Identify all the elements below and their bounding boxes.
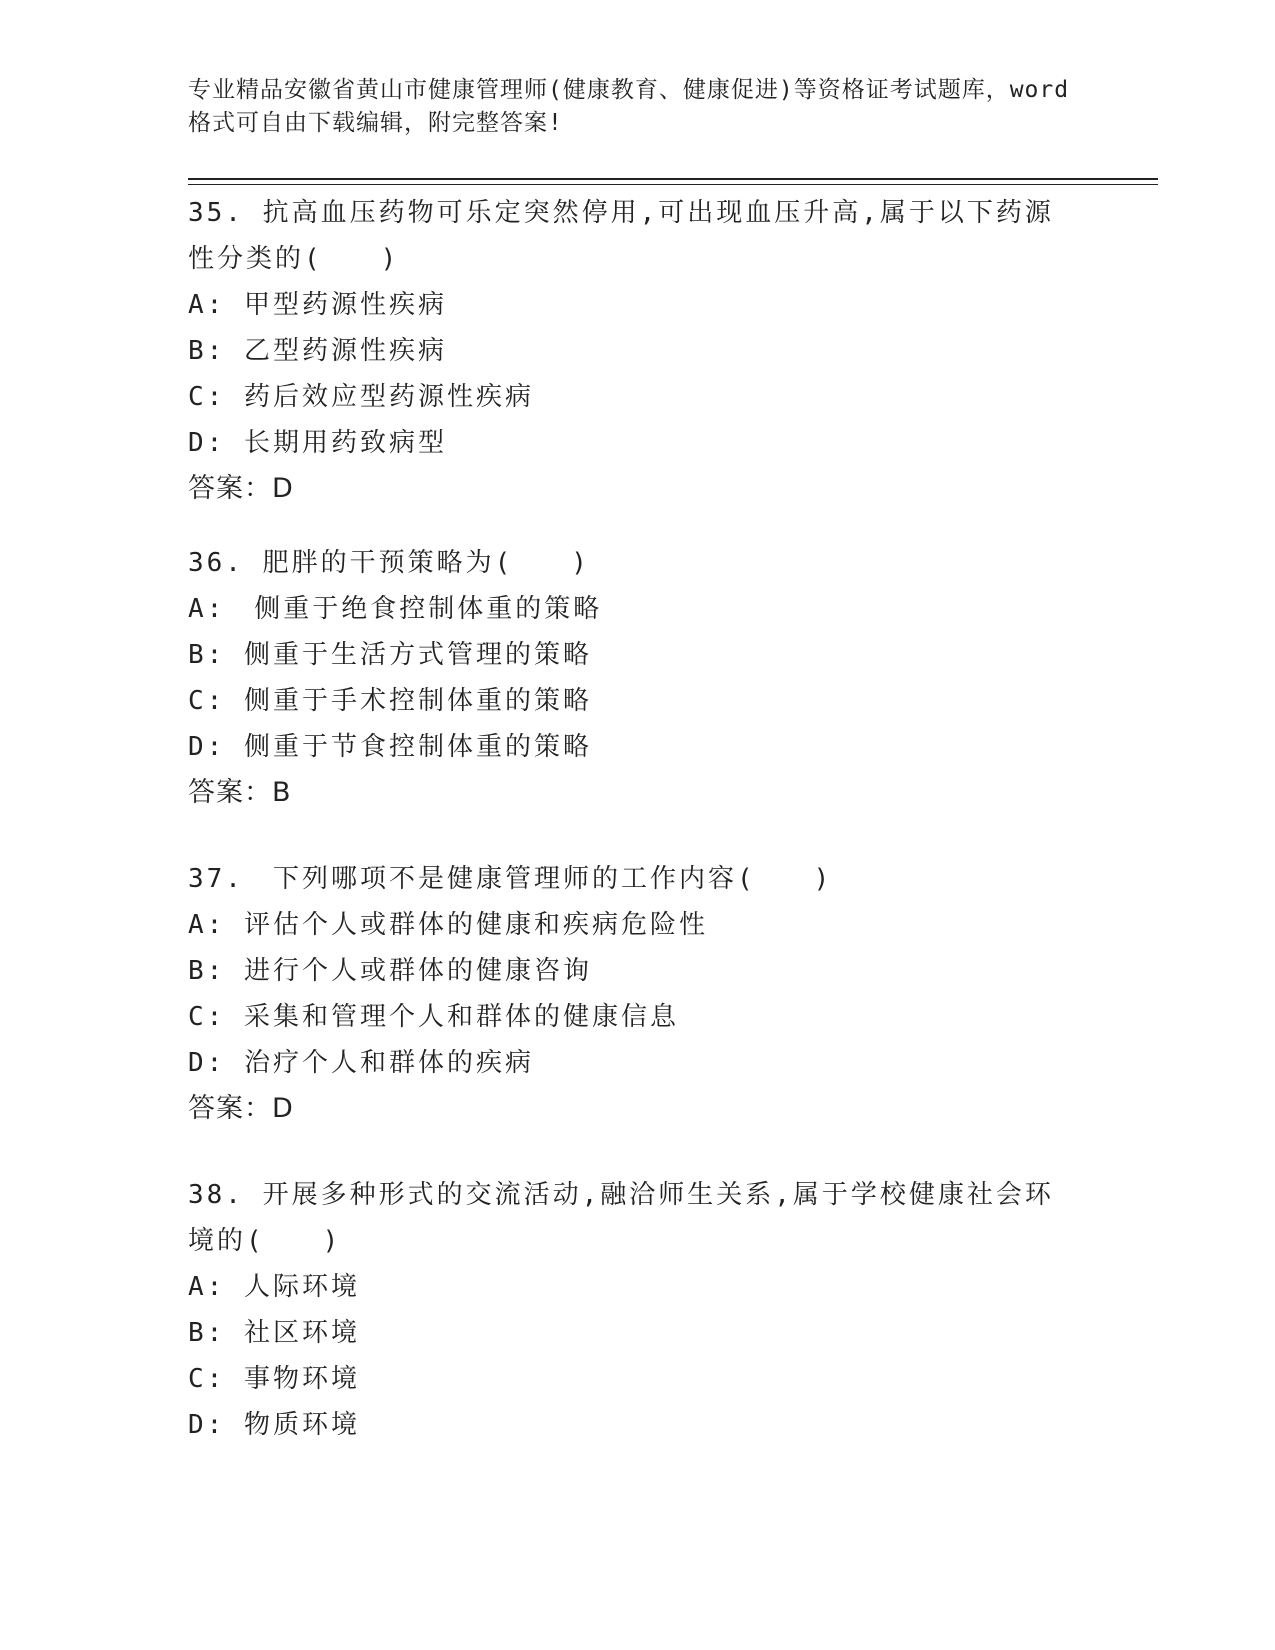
option-d: D: 长期用药致病型 bbox=[188, 428, 447, 458]
answer-label: 答案：D bbox=[188, 1093, 294, 1124]
option-c: C: 事物环境 bbox=[188, 1364, 360, 1394]
option-b: B: 乙型药源性疾病 bbox=[188, 336, 447, 366]
question-stem: 37. 下列哪项不是健康管理师的工作内容( ) bbox=[188, 864, 833, 894]
option-c: C: 药后效应型药源性疾病 bbox=[188, 382, 534, 412]
question-stem: 36. 肥胖的干预策略为( ) bbox=[188, 548, 590, 578]
option-d: D: 物质环境 bbox=[188, 1410, 360, 1440]
header-divider-thick bbox=[188, 178, 1158, 180]
question-35 bbox=[188, 190, 1088, 512]
question-37 bbox=[188, 856, 1088, 1132]
option-c: C: 侧重于手术控制体重的策略 bbox=[188, 686, 592, 716]
option-a: A: 人际环境 bbox=[188, 1272, 360, 1302]
header-divider-thin bbox=[188, 184, 1158, 185]
question-38 bbox=[188, 1172, 1088, 1448]
option-a: A: 侧重于绝食控制体重的策略 bbox=[188, 594, 603, 624]
answer-label: 答案：B bbox=[188, 777, 292, 808]
question-stem: 35. 抗高血压药物可乐定突然停用,可出现血压升高,属于以下药源性分类的( ) bbox=[188, 198, 1054, 274]
option-d: D: 侧重于节食控制体重的策略 bbox=[188, 732, 592, 762]
option-a: A: 甲型药源性疾病 bbox=[188, 290, 447, 320]
question-stem: 38. 开展多种形式的交流活动,融洽师生关系,属于学校健康社会环境的( ) bbox=[188, 1180, 1054, 1256]
option-a: A: 评估个人或群体的健康和疾病危险性 bbox=[188, 910, 708, 940]
option-b: B: 社区环境 bbox=[188, 1318, 360, 1348]
option-d: D: 治疗个人和群体的疾病 bbox=[188, 1048, 534, 1078]
question-36 bbox=[188, 540, 1088, 816]
answer-label: 答案：D bbox=[188, 473, 294, 504]
document-header: 专业精品安徽省黄山市健康管理师(健康教育、健康促进)等资格证考试题库，word格式可自由下载编辑，附完整答案! bbox=[188, 77, 1070, 136]
option-b: B: 侧重于生活方式管理的策略 bbox=[188, 640, 592, 670]
option-c: C: 采集和管理个人和群体的健康信息 bbox=[188, 1002, 679, 1032]
option-b: B: 进行个人或群体的健康咨询 bbox=[188, 956, 592, 986]
